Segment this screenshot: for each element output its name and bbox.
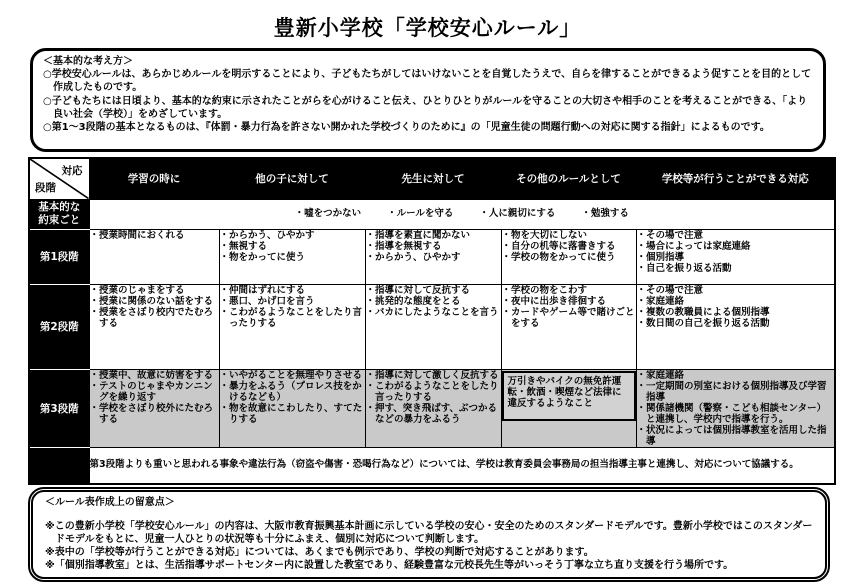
list-item: ・指導に対して反抗する: [365, 284, 471, 296]
list-item: ・授業をさぼり校内でたむろする: [89, 306, 214, 329]
stage2-teachers-cell: [365, 284, 501, 369]
list-item: ・嘘をつかない: [294, 208, 362, 220]
list-item: ・個別指導: [636, 251, 685, 263]
stage3-row: [29, 369, 835, 447]
list-item: ・学校の物をこわす: [501, 284, 588, 296]
list-item: ・こわがるようなことをしたり言ったりする: [365, 380, 499, 403]
list-item: ・指導に対して激しく反抗する: [365, 369, 499, 381]
col-header-other-rules: その他のルールとして: [501, 158, 636, 199]
table-note-cell: 第3段階よりも重いと思われる事象や違法行為（窃盗や傷害・恐喝行為など）については、学校は教育委員会事務局の担当指導主事と連携し、対応について協議する。: [89, 447, 835, 484]
list-item: ・いやがることを無理やりさせる: [219, 369, 363, 381]
list-item: ・状況によっては個別指導教室を活用した指導: [636, 424, 827, 447]
rule-notes-box: [28, 487, 830, 582]
stage2-peers-cell: [219, 284, 365, 369]
row-label-stage3: 第3段階: [29, 369, 89, 447]
basic-promises-row: [29, 199, 835, 229]
list-item: ・指導を無視する: [365, 240, 442, 252]
list-item: ・カードやゲーム等で賭けごとをする: [501, 306, 635, 329]
policy-bullet-list: [43, 68, 813, 134]
basic-promises-cell: [89, 199, 835, 229]
list-item: ※「個別指導教室」とは、生活指導サポートセンター内に設置した教室であり、経験豊富な元校長先生等がいっそう丁寧な立ち直り支援を行う場所です。: [45, 560, 734, 571]
list-item: ・自己を振り返る活動: [636, 262, 732, 274]
col-header-study: 学習の時に: [89, 158, 219, 199]
table-note-row: [29, 447, 835, 484]
notes-list: [45, 520, 813, 572]
stage3-teachers-cell: [365, 369, 501, 447]
basic-promise-list: [90, 208, 835, 219]
list-item: ・数日間の自己を振り返る活動: [636, 317, 770, 329]
list-item: ・自分の机等に落書きする: [501, 240, 616, 252]
table-corner-cell: [29, 158, 89, 199]
list-item: ・授業時間におくれる: [89, 229, 185, 241]
row-label-stage2: 第2段階: [29, 284, 89, 369]
list-item: ・バカにしたようなことを言う: [365, 306, 499, 318]
col-header-peers: 他の子に対して: [219, 158, 365, 199]
list-item: ・無視する: [219, 240, 268, 252]
stage2-responses-cell: [636, 284, 835, 369]
row-label-empty: [29, 447, 89, 484]
corner-label-taio: 対応: [61, 165, 83, 177]
list-item: ・物をかってに使う: [219, 251, 306, 263]
list-item: ・家庭連絡: [636, 295, 685, 307]
stage3-other-rules-cell: [501, 369, 636, 447]
list-item: 基本的な: [38, 200, 81, 213]
list-item: ・その場で注意: [636, 229, 704, 241]
list-item: ・複数の教職員による個別指導: [636, 306, 770, 318]
col-header-responses: 学校等が行うことができる対応: [636, 158, 835, 199]
list-item: ○子どもたちには日頃より、基本的な約束に示されたことがらを心がけること伝え、ひとりひとりがルールを守ることの大切さや相手のことを考えることができる、「より良い社会（学校）」をめざしています。: [43, 95, 808, 120]
list-item: ・物を大切にしない: [501, 229, 588, 241]
rules-table: [28, 157, 836, 485]
stage2-study-cell: [89, 284, 219, 369]
list-item: ・学校の物をかってに使う: [501, 251, 616, 263]
stage3-responses-cell: [636, 369, 835, 447]
list-item: ・家庭連絡: [636, 369, 685, 381]
list-item: ・ルールを守る: [387, 208, 454, 220]
list-item: ・こわがるようなことをしたり言ったりする: [219, 306, 363, 329]
list-item: ・テストのじゃまやカンニングを繰り返す: [89, 380, 213, 403]
list-item: ※この豊新小学校「学校安心ルール」の内容は、大阪市教育振興基本計画に示している学校の安心・安全のためのスタンダードモデルです。豊新小学校ではこのスタンダードモデルをもとに、児童一人ひとりの状況等も十分にふまえ、個別に対応について判断します。: [45, 521, 813, 545]
list-item: ・学校をさぼり校外にたむろする: [89, 402, 214, 425]
list-item: ○学校安心ルールは、あらかじめルールを明示することにより、子どもたちがしてはいけないことを自覚したうえで、自らを律することができるよう促すことを目的として作成したものです。: [43, 69, 812, 94]
list-item: ・仲間はずれにする: [219, 284, 306, 296]
basic-policy-box: [30, 48, 826, 152]
corner-label-dankai: 段階: [35, 181, 56, 194]
list-item: ・場合によっては家庭連絡: [636, 240, 751, 252]
col-header-teachers: 先生に対して: [365, 158, 501, 199]
list-item: ・勉強する: [581, 208, 629, 220]
list-item: ・指導を素直に聞かない: [365, 229, 471, 241]
table-header-row: [29, 158, 835, 199]
list-item: ・暴力をふるう（プロレス技をかけるなども）: [219, 380, 362, 403]
list-item: ・夜中に出歩き徘徊する: [501, 295, 607, 307]
list-item: ・授業中、故意に妨害をする: [89, 369, 214, 381]
list-item: ○第1～3段階の基本となるものは、『体罰・暴力行為を許さない開かれた学校づくりのために』の「児童生徒の問題行動への対応に関する指針」によるものです。: [43, 121, 770, 133]
row-label-basic: [29, 199, 89, 229]
stage1-row: [29, 229, 835, 284]
stage2-other-rules-cell: [501, 284, 636, 369]
policy-heading: ＜基本的な考え方＞: [43, 56, 133, 67]
list-item: ・押す、突き飛ばす、ぶつかるなどの暴力をふるう: [365, 402, 497, 425]
notes-heading: ＜ルール表作成上の留意点＞: [45, 497, 175, 508]
stage1-other-rules-cell: [501, 229, 636, 284]
list-item: ・その場で注意: [636, 284, 704, 296]
stage1-responses-cell: [636, 229, 835, 284]
list-item: ・悪口、かげ口を言う: [219, 295, 315, 307]
list-item: ・からかう、ひやかす: [365, 251, 461, 263]
list-item: ・人に親切にする: [479, 208, 556, 220]
list-item: 約束ごと: [38, 214, 81, 226]
list-item: ・挑発的な態度をとる: [365, 295, 461, 307]
row-label-stage1: 第1段階: [29, 229, 89, 284]
list-item: ・一定期間の別室における個別指導及び学習指導: [636, 380, 827, 403]
stage3-study-cell: [89, 369, 219, 447]
list-item: ・物を故意にこわしたり、すてたりする: [219, 402, 363, 425]
list-item: ・関係諸機関（警察・こども相談センター）と連携し、学校内で指導を行う。: [636, 402, 827, 425]
stage1-teachers-cell: [365, 229, 501, 284]
stage2-row: [29, 284, 835, 369]
page-title: 豊新小学校「学校安心ルール」: [273, 16, 582, 40]
stage3-peers-cell: [219, 369, 365, 447]
law-violation-box: 万引きやバイクの無免許運転・飲酒・喫煙など法律に違反するようなこと: [502, 371, 636, 421]
list-item: ・授業のじゃまをする: [89, 284, 185, 296]
list-item: ※表中の「学校等が行うことができる対応」については、あくまでも例示であり、学校の判断で対応することがあります。: [45, 547, 594, 558]
list-item: ・授業に関係のない話をする: [89, 295, 214, 307]
stage1-peers-cell: [219, 229, 365, 284]
stage1-study-cell: [89, 229, 219, 284]
list-item: ・からかう、ひやかす: [219, 229, 315, 241]
